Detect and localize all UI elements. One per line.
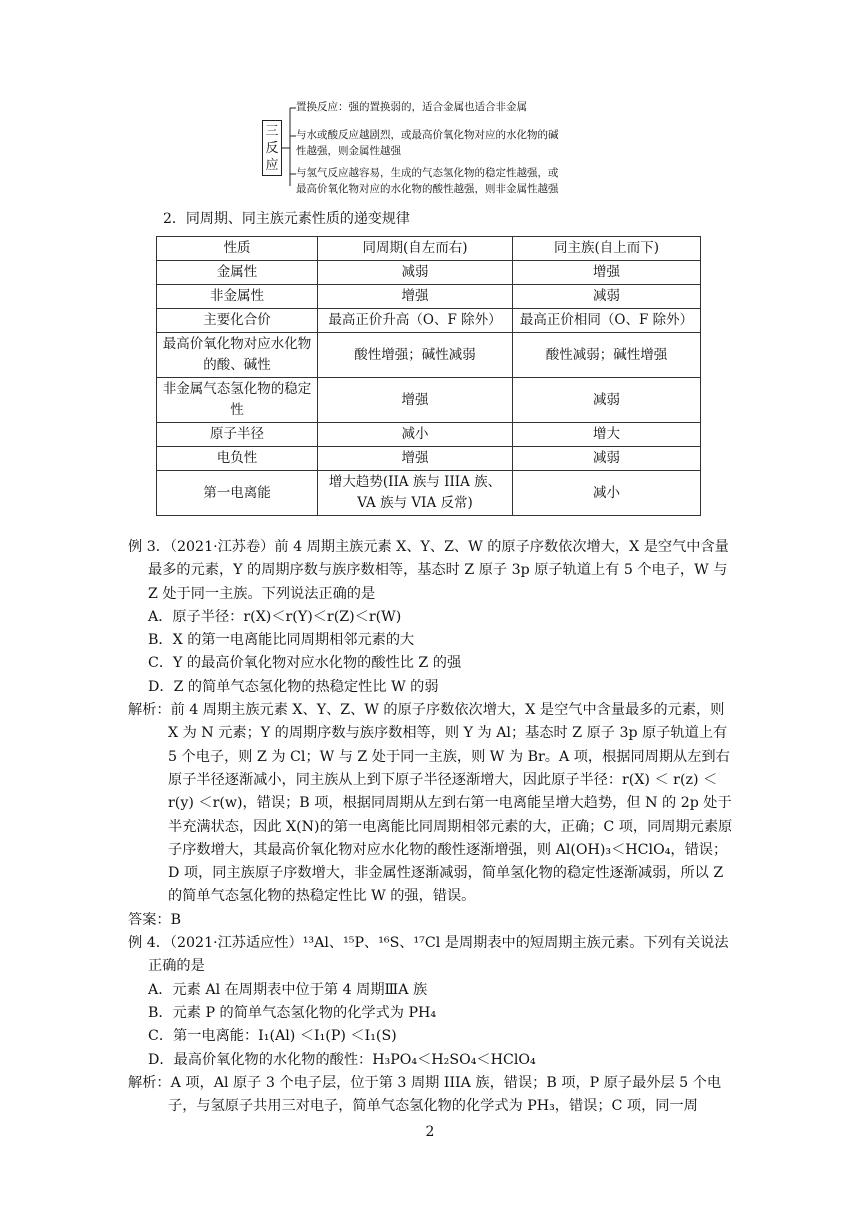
- table-cell: 原子半径: [157, 423, 318, 447]
- table-cell: 减弱: [318, 261, 513, 285]
- diagram-item-2b: 性越强，则金属性越强: [296, 145, 401, 157]
- example-4-option-b: B．元素 P 的简单气态氢化物的化学式为 PH₄: [148, 1004, 437, 1021]
- table-header-cell: 性质: [157, 237, 318, 261]
- table-cell: 减小: [318, 423, 513, 447]
- table-cell: 增强: [318, 378, 513, 423]
- table-cell: 减弱: [513, 378, 701, 423]
- table-cell: 最高正价相同（O、F 除外）: [513, 309, 701, 333]
- table-cell: 最高正价升高（O、F 除外）: [318, 309, 513, 333]
- table-cell: 非金属气态氢化物的稳定性: [157, 378, 318, 423]
- page-number: 2: [425, 1124, 435, 1140]
- table-row: [157, 471, 701, 516]
- table-cell: 金属性: [157, 261, 318, 285]
- example-3-option-c: C．Y 的最高价氧化物对应水化物的酸性比 Z 的强: [148, 655, 462, 672]
- table-header-row: [157, 237, 701, 261]
- diagram-item-2: 与水或酸反应越剧烈，或最高价氧化物对应的水化物的碱: [296, 129, 559, 141]
- example-4-option-d: D．最高价氧化物的水化物的酸性：H₃PO₄＜H₂SO₄＜HClO₄: [148, 1051, 536, 1068]
- example-3-option-d: D．Z 的简单气态氢化物的热稳定性比 W 的弱: [148, 678, 439, 695]
- example-4-stem: 例 4．（2021·江苏适应性）¹³Al、¹⁵P、¹⁶S、¹⁷Cl 是周期表中的短周期主族元素。下列有关说法正确的是: [128, 935, 729, 975]
- diagram-item-3b: 最高价氧化物对应的水化物的酸性越强，则非金属性越强: [296, 183, 559, 195]
- diagram-item-3: 与氢气反应越容易，生成的气态氢化物的稳定性越强，或: [296, 167, 559, 179]
- example-4-option-a: A．元素 Al 在周期表中位于第 4 周期ⅢA 族: [148, 981, 428, 998]
- table-cell: 主要化合价: [157, 309, 318, 333]
- properties-table: [156, 236, 701, 516]
- table-row: [157, 333, 701, 378]
- table-cell: 增强: [513, 261, 701, 285]
- table-cell: 酸性增强；碱性减弱: [318, 333, 513, 378]
- table-row: [157, 447, 701, 471]
- example-3-stem: 例 3．（2021·江苏卷）前 4 周期主族元素 X、Y、Z、W 的原子序数依次增大，X 是空气中含量最多的元素，Y 的周期序数与族序数相等，基态时 Z 原子 3p 原子轨道上有 5 个电子，W 与 Z 处于同一主族。下列说法正确的是: [128, 539, 729, 602]
- table-cell: 增强: [318, 447, 513, 471]
- example-3: [128, 536, 738, 1118]
- table-row: [157, 423, 701, 447]
- table-row: [157, 261, 701, 285]
- section-heading: 2．同周期、同主族元素性质的递变规律: [163, 211, 410, 227]
- table-row: [157, 378, 701, 423]
- table-header-cell: 同周期(自左而右): [318, 237, 513, 261]
- example-3-option-a: A．原子半径：r(X)＜r(Y)＜r(Z)＜r(W): [148, 608, 402, 625]
- diagram-item-1: 置换反应：强的置换弱的，适合金属也适合非金属: [296, 101, 527, 113]
- example-4-option-c: C．第一电离能：I₁(Al) ＜I₁(P) ＜I₁(S): [148, 1028, 397, 1045]
- example-3-option-b: B．X 的第一电离能比同周期相邻元素的大: [148, 632, 415, 649]
- table-cell: 减弱: [513, 285, 701, 309]
- table-cell: 减小: [513, 471, 701, 516]
- example-3-analysis: 解析：前 4 周期主族元素 X、Y、Z、W 的原子序数依次增大，X 是空气中含量最多的元素，则 X 为 N 元素；Y 的周期序数与族序数相等，则 Y 为 Al；基态时 Z 原子 3p 原子轨道上有 5 个电子，则 Z 为 Cl；W 与 Z 处于同一主族，则 W 为 Br。A 项，根据同周期从左到右原子半径逐渐减小，同主族从上到下原子半径逐渐增大，因此原子半径：r(X) ＜ r(z) ＜r(y) ＜r(w)，错误；B 项，根据同周期从左到右第一电离能呈增大趋势，但 N 的 2p 处于半充满状态，因此 X(N)的第一电离能比同周期相邻元素的大，正确；C 项，同周期元素原子序数增大，其最高价氧化物对应水化物的酸性逐渐增强，则 Al(OH)₃＜HClO₄，错误；D 项，同主族原子序数增大，非金属性逐渐减弱，简单氢化物的稳定性逐渐减弱，所以 Z 的简单气态氢化物的热稳定性比 W 的强，错误。: [128, 702, 733, 905]
- table-cell: 减弱: [513, 447, 701, 471]
- table-row: [157, 309, 701, 333]
- table-cell: 最高价氧化物对应水化物的酸、碱性: [157, 333, 318, 378]
- reaction-diagram: [262, 100, 622, 200]
- table-cell: 增大趋势(IIA 族与 IIIA 族、VA 族与 VIA 反常): [318, 471, 513, 516]
- diagram-label: 三反应: [262, 120, 282, 176]
- table-cell: 电负性: [157, 447, 318, 471]
- example-3-answer: 答案：B: [128, 911, 181, 928]
- table-cell: 第一电离能: [157, 471, 318, 516]
- table-header-cell: 同主族(自上而下): [513, 237, 701, 261]
- table-cell: 酸性减弱；碱性增强: [513, 333, 701, 378]
- table-cell: 非金属性: [157, 285, 318, 309]
- table-cell: 增大: [513, 423, 701, 447]
- table-row: [157, 285, 701, 309]
- table-cell: 增强: [318, 285, 513, 309]
- example-4-analysis: 解析：A 项，Al 原子 3 个电子层，位于第 3 周期 IIIA 族，错误；B 项，P 原子最外层 5 个电子，与氢原子共用三对电子，简单气态氢化物的化学式为 PH₃，错误；C 项，同一周: [128, 1074, 722, 1115]
